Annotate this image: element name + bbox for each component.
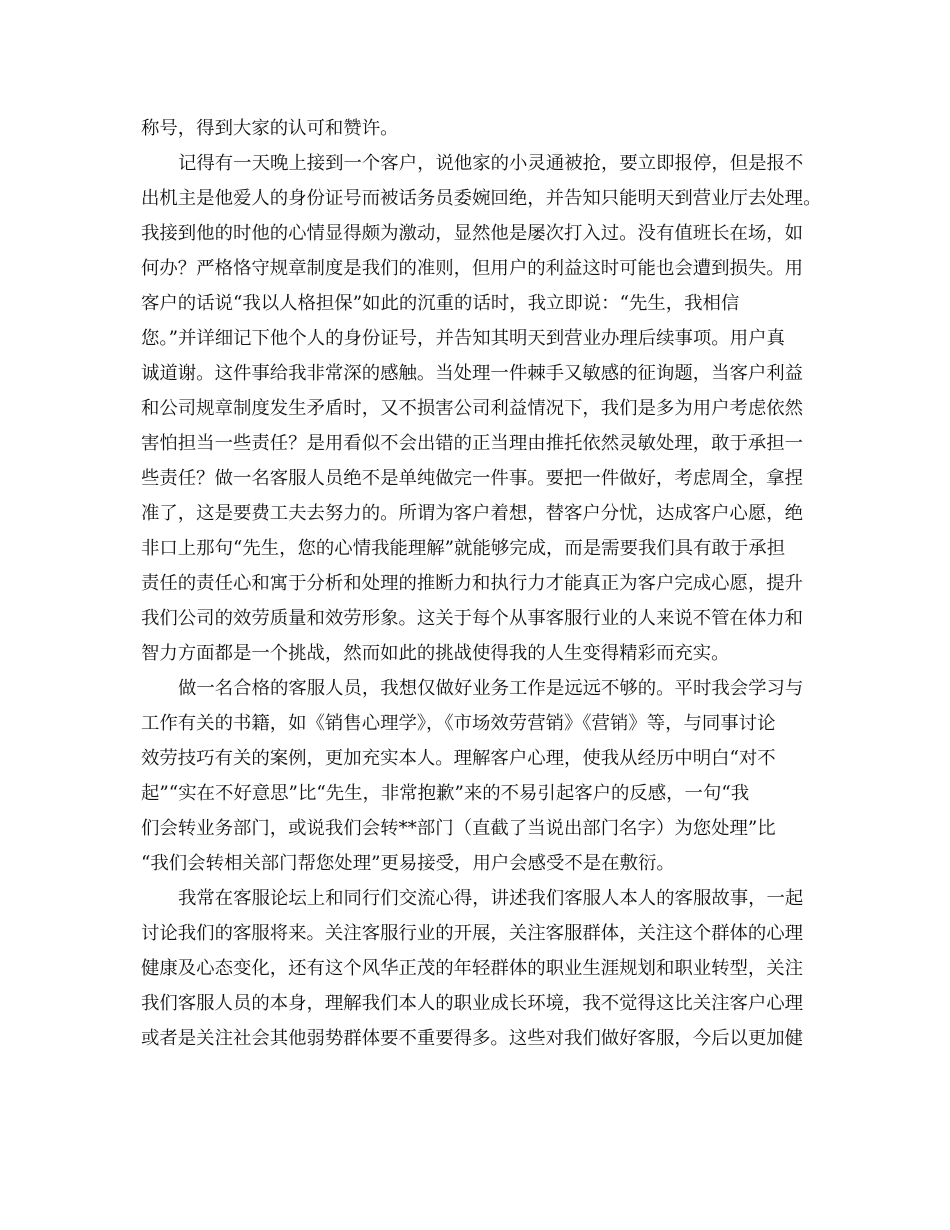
text-line-21: 们会转业务部门，或说我们会转**部门（直截了当说出部门名字）为您处理”比 [141, 818, 776, 839]
text-line-7: 您。”并详细记下他个人的身份证号，并告知其明天到营业办理后续事项。用户真 [141, 328, 785, 349]
paragraph-start-line: 做一名合格的客服人员，我想仅做好业务工作是远远不够的。平时我会学习与 [178, 678, 804, 699]
text-line-9: 和公司规章制度发生矛盾时，又不损害公司利益情况下，我们是多为用户考虑依然 [141, 398, 804, 419]
text-line-16: 智力方面都是一个挑战，然而如此的挑战使得我的人生变得精彩而充实。 [141, 643, 730, 664]
text-line-25: 健康及心态变化，还有这个风华正茂的年轻群体的职业生涯规划和职业转型，关注 [141, 958, 804, 979]
text-line-19: 效劳技巧有关的案例，更加充实本人。理解客户心理，使我从经历中明白“对不 [141, 748, 776, 769]
text-line-5: 何办？严格恪守规章制度是我们的准则，但用户的利益这时可能也会遭到损失。用 [141, 258, 804, 279]
paragraph-start-line: 我常在客服论坛上和同行们交流心得，讲述我们客服人本人的客服故事，一起 [178, 888, 804, 909]
text-line-11: 些责任？做一名客服人员绝不是单纯做完一件事。要把一件做好，考虑周全，拿捏 [141, 468, 804, 489]
text-line-20: 起”“实在不好意思”比“先生，非常抱歉”来的不易引起客户的反感，一句“我 [141, 783, 750, 804]
text-line-22: “我们会转相关部门帮您处理”更易接受，用户会感受不是在敷衍。 [141, 853, 675, 874]
text-line-27: 或者是关注社会其他弱势群体要不重要得多。这些对我们做好客服，今后以更加健 [141, 1028, 804, 1049]
text-line-18: 工作有关的书籍，如《销售心理学》，《市场效劳营销》《营销》等，与同事讨论 [141, 713, 776, 734]
text-line-26: 我们客服人员的本身，理解我们本人的职业成长环境，我不觉得这比关注客户心理 [141, 993, 804, 1014]
text-line-3: 出机主是他爱人的身份证号而被话务员委婉回绝，并告知只能明天到营业厅去处理。 [141, 188, 822, 209]
paragraph-start-line: 记得有一天晚上接到一个客户，说他家的小灵通被抢，要立即报停，但是报不 [178, 153, 804, 174]
text-line-4: 我接到他的时他的心情显得颇为激动，显然他是屡次打入过。没有值班长在场，如 [141, 223, 804, 244]
text-line-10: 害怕担当一些责任？是用看似不会出错的正当理由推托依然灵敏处理，敢于承担一 [141, 433, 804, 454]
text-line-1: 称号，得到大家的认可和赞许。 [141, 118, 399, 139]
text-line-13: 非口上那句“先生，您的心情我能理解”就能够完成，而是需要我们具有敢于承担 [141, 538, 786, 559]
text-line-12: 准了，这是要费工夫去努力的。所谓为客户着想，替客户分忧，达成客户心愿，绝 [141, 503, 804, 524]
text-line-15: 我们公司的效劳质量和效劳形象。这关于每个从事客服行业的人来说不管在体力和 [141, 608, 804, 629]
text-line-8: 诚道谢。这件事给我非常深的感触。当处理一件棘手又敏感的征询题，当客户利益 [141, 363, 804, 384]
text-line-6: 客户的话说“我以人格担保”如此的沉重的话时，我立即说：“先生，我相信 [141, 293, 740, 314]
text-line-14: 责任的责任心和寓于分析和处理的推断力和执行力才能真正为客户完成心愿，提升 [141, 573, 804, 594]
text-line-24: 讨论我们的客服将来。关注客服行业的开展，关注客服群体，关注这个群体的心理 [141, 923, 804, 944]
